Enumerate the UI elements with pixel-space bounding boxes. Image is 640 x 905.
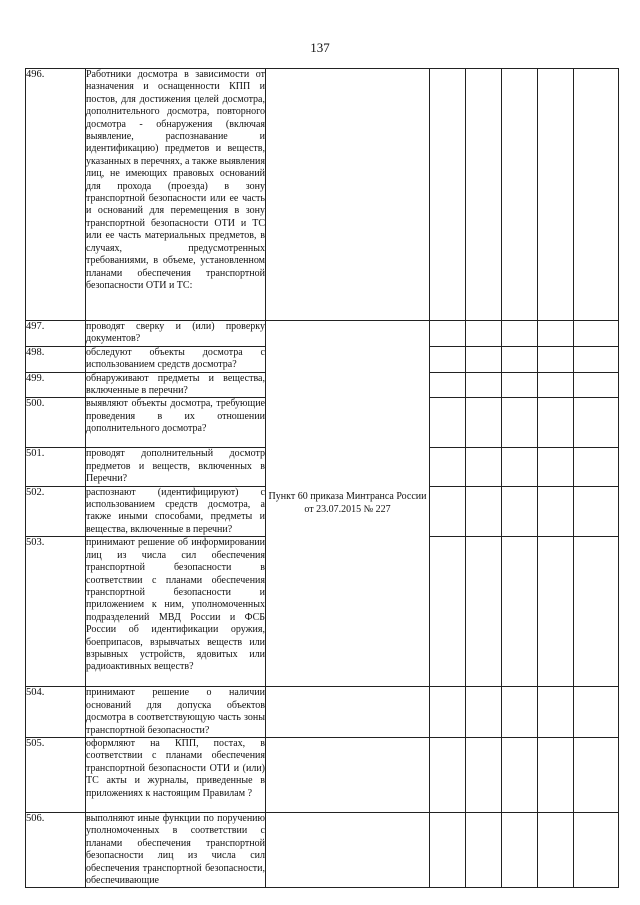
empty-cell [538, 737, 574, 812]
empty-cell [502, 321, 538, 347]
empty-cell [538, 448, 574, 486]
row-number: 499. [26, 372, 86, 398]
row-number: 498. [26, 346, 86, 372]
empty-cell [502, 486, 538, 537]
row-text: Работники досмотра в зависимости от назначения и оснащенности КПП и постов, для достижения целей досмотра, дополнительного досмотра, повторного досмотра - обнаружения (включая выявление, распознавание и идентификацию) предметов и веществ, указанных в перечнях, а также выявления лиц, не имеющих правовых оснований для прохода (проезда) в зону транспортной безопасности или ее часть и оснований для перемещения в зону транспортной безопасности ОТИ и ТС или ее часть материальных предметов, в случаях, предусмотренных требованиями, в объеме, установленном планами обеспечения транспортной безопасности ОТИ и ТС: [86, 69, 266, 321]
empty-cell [466, 398, 502, 448]
empty-cell [430, 346, 466, 372]
reference-cell [266, 69, 430, 321]
row-number: 506. [26, 812, 86, 887]
empty-cell [466, 346, 502, 372]
empty-cell [574, 372, 619, 398]
table-row [26, 687, 619, 738]
empty-cell [538, 537, 574, 687]
reference-cell [266, 737, 430, 812]
empty-cell [430, 398, 466, 448]
reference-cell: Пункт 60 приказа Минтранса России от 23.07.2015 № 227 [266, 321, 430, 687]
row-number: 505. [26, 737, 86, 812]
empty-cell [574, 737, 619, 812]
row-text: выполняют иные функции по поручению уполномоченных в соответствии с планами обеспечения транспортной безопасности лиц из числа сил обеспечения транспортной безопасности, обеспечивающие [86, 812, 265, 886]
empty-cell [430, 812, 466, 887]
empty-cell [466, 737, 502, 812]
empty-cell [430, 69, 466, 321]
row-text: обследуют объекты досмотра с использованием средств досмотра? [86, 346, 265, 371]
empty-cell [466, 486, 502, 537]
row-number: 501. [26, 448, 86, 486]
empty-cell [574, 321, 619, 347]
row-number: 504. [26, 687, 86, 738]
empty-cell [538, 321, 574, 347]
row-text: обнаруживают предметы и вещества, включенные в перечни? [86, 372, 265, 397]
empty-cell [538, 398, 574, 448]
empty-cell [502, 812, 538, 887]
empty-cell [466, 69, 502, 321]
empty-cell [466, 687, 502, 738]
empty-cell [502, 69, 538, 321]
empty-cell [430, 372, 466, 398]
empty-cell [502, 372, 538, 398]
empty-cell [538, 372, 574, 398]
row-text: проводят сверку и (или) проверку документов? [86, 321, 265, 345]
table-row [26, 737, 619, 812]
empty-cell [502, 737, 538, 812]
empty-cell [574, 812, 619, 887]
row-number: 500. [26, 398, 86, 448]
empty-cell [574, 398, 619, 448]
empty-cell [466, 321, 502, 347]
empty-cell [466, 537, 502, 687]
row-number: 496. [26, 69, 86, 321]
table-row [26, 321, 619, 347]
empty-cell [430, 687, 466, 738]
table-row [26, 69, 619, 321]
compliance-table [25, 68, 619, 888]
row-text: распознают (идентифицируют) с использованием средств досмотра, а также иными способами, предметы и вещества, включенные в перечни? [86, 486, 265, 535]
empty-cell [502, 398, 538, 448]
empty-cell [574, 486, 619, 537]
empty-cell [430, 537, 466, 687]
empty-cell [430, 321, 466, 347]
empty-cell [502, 346, 538, 372]
empty-cell [574, 69, 619, 321]
empty-cell [538, 812, 574, 887]
row-number: 497. [26, 321, 86, 347]
empty-cell [574, 537, 619, 687]
empty-cell [538, 486, 574, 537]
row-text: принимают решение о наличии оснований для допуска объектов досмотра в соответствующую часть зоны транспортной безопасности? [86, 687, 265, 736]
row-text: оформляют на КПП, постах, в соответствии с планами обеспечения транспортной безопасности ОТИ и (или) ТС акты и журналы, приведенные в приложениях к настоящим Правилам ? [86, 737, 266, 812]
reference-cell [266, 687, 430, 738]
row-number: 502. [26, 486, 86, 537]
row-text: принимают решение об информировании лиц из числа сил обеспечения транспортной безопасности в соответствии с планами обеспечения транспортной безопасности и приложением к ним, уполномоченных подразделений МВД России и ФСБ России об идентификации оружия, боеприпасов, взрывчатых веществ или взрывных устройств, ядовитых или радиоактивных веществ? [86, 537, 266, 687]
empty-cell [466, 448, 502, 486]
empty-cell [430, 486, 466, 537]
row-text: выявляют объекты досмотра, требующие проведения в их отношении дополнительного досмотра? [86, 398, 266, 448]
empty-cell [430, 737, 466, 812]
empty-cell [430, 448, 466, 486]
row-text: проводят дополнительный досмотр предметов и веществ, включенных в Перечни? [86, 448, 265, 485]
page-number: 137 [310, 40, 330, 55]
empty-cell [502, 537, 538, 687]
empty-cell [574, 346, 619, 372]
empty-cell [466, 372, 502, 398]
empty-cell [466, 812, 502, 887]
reference-cell [266, 812, 430, 887]
empty-cell [538, 69, 574, 321]
empty-cell [502, 448, 538, 486]
empty-cell [502, 687, 538, 738]
empty-cell [574, 448, 619, 486]
table-row [26, 812, 619, 887]
empty-cell [538, 687, 574, 738]
empty-cell [574, 687, 619, 738]
empty-cell [538, 346, 574, 372]
row-number: 503. [26, 537, 86, 687]
